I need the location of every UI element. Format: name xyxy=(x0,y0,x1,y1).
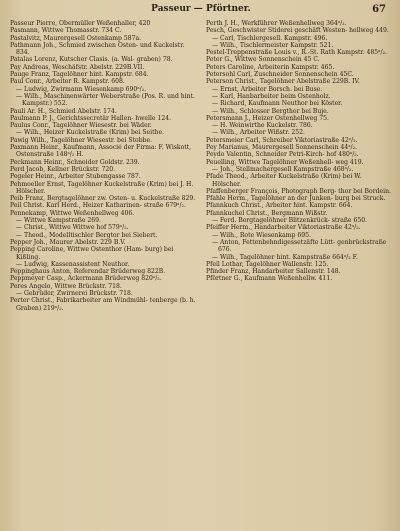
directory-entry: — Ferd. Bergtagelöhner Blitzenkrück- straße 650. xyxy=(212,217,368,225)
directory-entry: Pfaffenberger François, Photograph Berg- thor bei Bordein. xyxy=(206,187,391,195)
directory-entry: Pauge Franz, Tagelöhner hint. Kampstr. 684. xyxy=(10,71,149,79)
directory-entry: — Gebrüder, Zwirnerei Brückstr. 718. xyxy=(16,289,133,297)
directory-entry: Peres Angelo, Wittwe Brückstr. 718. xyxy=(10,282,122,290)
page-header xyxy=(10,4,392,18)
directory-entry: Peydo Valentin, Schneider Petri-Kirch- hof 480ᵃ/₂. xyxy=(206,151,359,159)
directory-entry: Pey Marianus, Maurergesell Sonnenschein 44ᵃ/₂. xyxy=(206,144,357,152)
directory-entry: — Theod., Modelltischler Bergtor bei Siebert. xyxy=(16,231,158,239)
directory-entry: Perd Jacob, Kellner Brückstr. 720. xyxy=(10,165,116,173)
directory-entry: — Wilh., Arbeiter Wißstr. 252. xyxy=(212,129,305,137)
directory-entry: Pfade Theod., Arbeiter Kuckelstraße (Krim) bei W. Hölscher. xyxy=(206,173,362,188)
directory-entry: Pförtner G., Kaufmann Weßenhellw. 411. xyxy=(206,275,333,283)
directory-entry: Petersmeier Carl, Schreiber Viktoriastraße 42ᵃ/₂. xyxy=(206,136,358,144)
directory-entry: Peckmann Heinr., Schneider Goldstr. 239. xyxy=(10,158,140,166)
directory-entry: — Carl, Tischlergesell. Kampstr. 496. xyxy=(212,34,328,42)
directory-entry: Petersmann J., Heizer Ostenhellweg 75. xyxy=(206,114,329,122)
directory-entry: Patalas Lorenz, Kutscher Clasis. (a. Wal- graben) 78. xyxy=(10,56,173,64)
directory-entry: Paulus Conr., Tagelöhner Wiesestr. bei Wäder. xyxy=(10,122,152,130)
directory-entry: Pastalvitz, Maurergesell Ostenkamp 587a. xyxy=(10,34,142,42)
left-column xyxy=(10,20,196,312)
directory-entry: Peppinghaus Anton, Referendar Brüderweg 822B. xyxy=(10,268,166,276)
directory-entry: Pestel-Treppenstraße Louis v., R.-St. Rath Kampstr. 485ᵃ/₂. xyxy=(206,49,387,57)
directory-entry: — Karl, Hanbarbeiter beim Ostenholz. xyxy=(212,92,331,100)
directory-entry: Peters Caroline, Arbeiterin Kampstr. 465. xyxy=(206,63,335,71)
directory-entry: Paxmann Heinr., Kaufmann, Associé der Firma: F. Wiskott, Ostenstraße 148ᵃ/₂ H. xyxy=(10,144,192,159)
directory-entry: — Wilh., Schlosser Bergthor bei Buje. xyxy=(212,107,329,115)
directory-entry: Pauli Ar. H., Schmied Abelstr. 174. xyxy=(10,107,117,115)
directory-entry: Pepper Joh., Maurer Abelstr. 229 B.V. xyxy=(10,238,126,246)
directory-entry: — Joh., Stellmachergesell Kampstraße 468ᵃ/₂. xyxy=(212,165,354,173)
page-title: Passeur — Pförtner. xyxy=(151,4,251,14)
directory-entry: Pfannkuchel Christ., Bergmann Wißstr. xyxy=(206,209,328,217)
directory-entry: — Wilh., Rote Wiesenkamp 695. xyxy=(212,231,311,239)
right-column xyxy=(206,20,392,312)
directory-entry: — Wittwe Kampstraße 269. xyxy=(16,217,101,225)
directory-entry: Pepping Caroline, Wittwe Ostenthor (Ham- burg) bei Kißling. xyxy=(10,246,174,261)
directory-entry: — Ernst, Arbeiter Borsch. bei Buse. xyxy=(212,85,323,93)
directory-entry: Pawig Wilh., Tagelöhner Wiesestr. bei Stobbe. xyxy=(10,136,153,144)
directory-entry: — Wilh., Tagelöhner hint. Kampstraße 664ᵃ/₂ F. xyxy=(212,253,358,261)
directory-entry: — H. Weinwirthe Kuckelstr. 786. xyxy=(212,122,313,130)
directory-entry: Passeur Pierre, Obermüller Weßenhaller, 420 xyxy=(10,20,151,27)
directory-entry: — Anton, Fettenbehndigessetzäfte Lütt- genbrückstraße 676. xyxy=(212,238,387,254)
directory-entry: Pehmoeller Ernst, Tagelöhner Kuckelstraße (Krim) bei J. H. Hölscher. xyxy=(10,180,194,195)
directory-entry: Pfeil Lothar, Tagelöhner Wallenstr. 125. xyxy=(206,260,329,268)
directory-entry: Pfinder Franz, Handarbeiter Sallenstr. 148. xyxy=(206,268,341,276)
directory-entry: — Wilh., Heizer Kuckelstraße (Krim) bei Seithe. xyxy=(16,129,165,137)
directory-entry: — Wilh., Maschinenwärter Weberstraße (Pos. R. und hint. Kampstr.) 552. xyxy=(16,92,195,108)
directory-entry: Pfannkuch Christ., Arbeiter hint. Kampstr. 664. xyxy=(206,202,353,210)
directory-entry: Pfahle Herm., Tagelöhner an der Junken- burg bei Struck. xyxy=(206,195,386,203)
directory-entry: Paul Conr., Arbeiter R. Kampstr. 608. xyxy=(10,78,125,86)
directory-entry: Peuelling, Wittwe Tagelöhner Weßenhell- weg 419. xyxy=(206,158,364,166)
directory-entry: Paulmann P. J., Gerichtssecretär Hallen- hwelle 124. xyxy=(10,114,172,122)
directory-entry: Perter Christ., Fabrikarbeiter am Windmühl- tenberge (b. h. Graben) 219ᵃ/₂. xyxy=(10,297,196,312)
directory-entry: Pegeler Heinr., Arbeiter Stubengasse 787. xyxy=(10,173,141,181)
directory-entry: Peter G., Wittwe Sonnenschein 45 C. xyxy=(206,56,320,64)
directory-entry: Pennekamp, Wittwe Weßenhellweg 406. xyxy=(10,209,135,217)
directory-entry: Pfeiffer Herm., Handarbeiter Viktoriastraße 42ᵃ/₂. xyxy=(206,224,361,232)
directory-entry: Perth J. H., Werkführer Weßenhellweg 364ᵃ/₂. xyxy=(206,20,347,27)
directory-entry: — Wilh., Tischlermeister Kampstr. 521. xyxy=(212,41,334,49)
directory-entry: Pesch, Geschwister Stiderei geschäft Westen- hellweg 449. xyxy=(206,27,389,35)
directory-entry: — Ludwig, Zwirmann Wiesenkamp 690ᵃ/₂. xyxy=(16,85,147,93)
directory-entry: — Christ., Wittwe Wittwe hof 579ᵃ/₂. xyxy=(16,224,129,232)
directory-entry: Pay Andreas, Weschäfstr. Abelstr. 229B.VII. xyxy=(10,63,145,71)
directory-entry: Peil Christ. Karl Herd., Heizer Katharinen- straße 679ᵃ/₂. xyxy=(10,202,186,210)
directory-entry: Peppmeyer Casp., Ackermann Brüderweg 820ᵃ/₂. xyxy=(10,275,162,283)
directory-entry: Peterson Christ., Tagelöhner Abelstraße 229B. IV. xyxy=(206,78,360,86)
page-number: 67 xyxy=(372,4,386,15)
directory-entry: Pathmann Joh., Schmied zwischen Osten- und Kuckelstr. 834. xyxy=(10,41,185,57)
columns xyxy=(10,20,392,312)
directory-entry: Petersohl Carl, Zuschneider Sonnenschein 45C. xyxy=(206,71,354,79)
directory-entry: Pasmann, Wittwe Thomasstr. 734 C. xyxy=(10,27,122,35)
directory-entry: Peib Franz, Bergtagelöhner zw. Osten- u. Kuckelstraße 829. xyxy=(10,195,196,203)
directory-entry: — Richard, Kaufmann Neuthor bei Köster. xyxy=(212,100,343,108)
directory-entry: — Ludwig, Kassenassistent Neuthor. xyxy=(16,260,130,268)
